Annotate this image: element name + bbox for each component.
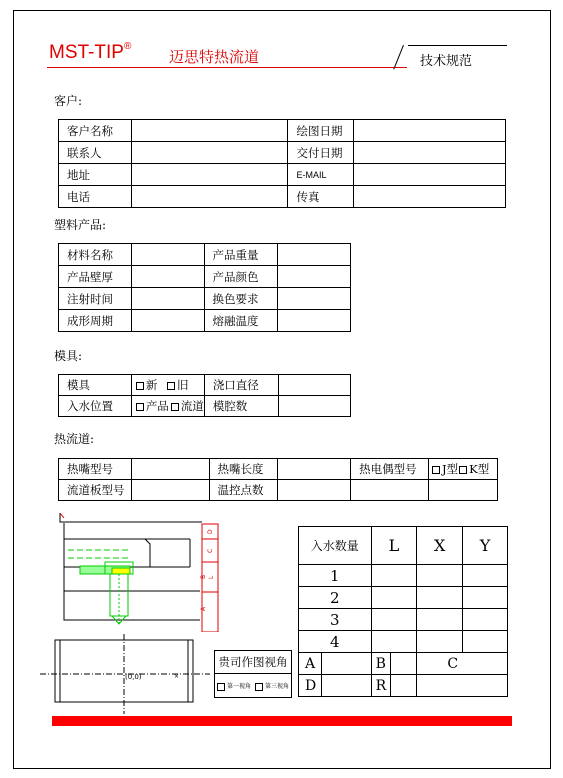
label-gate-location: 入水位置 bbox=[59, 396, 132, 417]
dim-label-d: D bbox=[207, 529, 214, 534]
field-nozzle-model[interactable] bbox=[131, 459, 209, 480]
gate-quantity-table bbox=[298, 526, 508, 697]
gate-row-number: 4 bbox=[299, 631, 372, 653]
origin-label: (0,0) bbox=[125, 673, 142, 681]
field-customer-name[interactable] bbox=[131, 120, 288, 142]
table-row bbox=[59, 480, 498, 501]
section-mold-title: 模具: bbox=[54, 349, 83, 363]
gate-row-number: 1 bbox=[299, 565, 372, 587]
thermocouple-options bbox=[429, 459, 498, 480]
label-contact: 联系人 bbox=[59, 142, 132, 164]
checkbox-old[interactable] bbox=[167, 382, 175, 390]
section-hotrunner-title: 热流道: bbox=[54, 432, 95, 446]
field-gate2-l[interactable] bbox=[371, 587, 417, 609]
field-cycle-time[interactable] bbox=[131, 310, 204, 332]
third-angle-label: 第三视角 bbox=[264, 683, 289, 691]
field-gate3-x[interactable] bbox=[417, 609, 463, 631]
field-product-color[interactable] bbox=[278, 266, 351, 288]
plastic-table bbox=[58, 243, 351, 332]
view-angle-options bbox=[215, 674, 291, 698]
section-customer-title: 客户: bbox=[54, 94, 83, 108]
checkbox-new[interactable] bbox=[136, 382, 144, 390]
field-empty-2[interactable] bbox=[429, 480, 498, 501]
field-temp-control-points[interactable] bbox=[278, 480, 351, 501]
view-angle-box bbox=[214, 650, 292, 698]
label-phone: 电话 bbox=[59, 186, 132, 208]
field-product-weight[interactable] bbox=[278, 244, 351, 266]
field-phone[interactable] bbox=[131, 186, 288, 208]
mold-table bbox=[58, 374, 351, 417]
label-cavity-count: 模腔数 bbox=[204, 396, 278, 417]
nozzle-outline bbox=[68, 550, 133, 624]
header-y: Y bbox=[463, 527, 508, 565]
brand-name-cn: 迈思特热流道 bbox=[169, 48, 260, 66]
dim-label-c: C bbox=[207, 548, 214, 553]
position-d-cell: D bbox=[299, 675, 372, 697]
table-row bbox=[299, 653, 508, 675]
table-row bbox=[299, 631, 508, 653]
option-product-label: 产品 bbox=[145, 399, 169, 413]
checkbox-first-angle[interactable] bbox=[217, 683, 225, 691]
label-customer-name: 客户名称 bbox=[59, 120, 132, 142]
checkbox-runner[interactable] bbox=[171, 403, 179, 411]
field-gate3-l[interactable] bbox=[371, 609, 417, 631]
label-color-change: 换色要求 bbox=[204, 288, 278, 310]
position-c-cell: C bbox=[417, 653, 508, 675]
label-material: 材料名称 bbox=[59, 244, 132, 266]
field-wall-thickness[interactable] bbox=[131, 266, 204, 288]
position-b-cell: B bbox=[371, 653, 417, 675]
field-cavity-count[interactable] bbox=[278, 396, 350, 417]
position-r-cell: R bbox=[371, 675, 417, 697]
option-new-label: 新 bbox=[145, 378, 158, 392]
field-fax[interactable] bbox=[354, 186, 506, 208]
field-address[interactable] bbox=[131, 164, 288, 186]
header-gate-count: 入水数量 bbox=[299, 527, 372, 565]
field-gate3-y[interactable] bbox=[463, 609, 508, 631]
label-address: 地址 bbox=[59, 164, 132, 186]
table-row bbox=[59, 396, 351, 417]
header-l: L bbox=[371, 527, 417, 565]
option-old-label: 旧 bbox=[176, 378, 189, 392]
doc-type-title: 技术规范 bbox=[420, 54, 473, 69]
header-red-rule bbox=[47, 67, 407, 68]
label-email: E-MAIL bbox=[288, 164, 354, 186]
table-header-row bbox=[299, 527, 508, 565]
table-row bbox=[59, 186, 506, 208]
field-gate1-x[interactable] bbox=[417, 565, 463, 587]
label-injection-time: 注射时间 bbox=[59, 288, 132, 310]
field-gate-diameter[interactable] bbox=[278, 375, 350, 396]
field-melt-temperature[interactable] bbox=[278, 310, 351, 332]
option-j-label: J型 bbox=[442, 462, 459, 476]
field-delivery-date[interactable] bbox=[354, 142, 506, 164]
table-row bbox=[59, 310, 351, 332]
plan-view-drawing bbox=[40, 634, 210, 714]
table-row bbox=[59, 142, 506, 164]
label-cycle-time: 成形周期 bbox=[59, 310, 132, 332]
section-plastic-title: 塑料产品: bbox=[54, 218, 107, 232]
table-row bbox=[299, 565, 508, 587]
field-gate4-l[interactable] bbox=[371, 631, 417, 653]
table-row bbox=[299, 587, 508, 609]
field-injection-time[interactable] bbox=[131, 288, 204, 310]
label-wall-thickness: 产品壁厚 bbox=[59, 266, 132, 288]
checkbox-j-type[interactable] bbox=[432, 466, 440, 474]
mold-condition-options bbox=[131, 375, 204, 396]
option-runner-label: 流道 bbox=[180, 399, 204, 413]
field-empty-1[interactable] bbox=[351, 480, 429, 501]
checkbox-third-angle[interactable] bbox=[255, 683, 263, 691]
checkbox-product[interactable] bbox=[136, 403, 144, 411]
table-row bbox=[59, 266, 351, 288]
field-drawing-date[interactable] bbox=[354, 120, 506, 142]
table-row bbox=[59, 459, 498, 480]
label-melt-temperature: 熔融温度 bbox=[204, 310, 278, 332]
header-x: X bbox=[417, 527, 463, 565]
label-manifold-model: 流道板型号 bbox=[59, 480, 132, 501]
field-manifold-model[interactable] bbox=[131, 480, 209, 501]
position-empty-cell[interactable] bbox=[417, 675, 508, 697]
table-row bbox=[59, 375, 351, 396]
label-delivery-date: 交付日期 bbox=[288, 142, 354, 164]
label-gate-diameter: 浇口直径 bbox=[204, 375, 278, 396]
view-angle-title: 贵司作图视角 bbox=[215, 651, 291, 674]
label-product-weight: 产品重量 bbox=[204, 244, 278, 266]
table-row bbox=[59, 244, 351, 266]
hotrunner-section-drawing bbox=[50, 510, 222, 632]
label-fax: 传真 bbox=[288, 186, 354, 208]
hotrunner-table bbox=[58, 458, 498, 501]
table-row bbox=[299, 675, 508, 697]
label-nozzle-length: 热嘴长度 bbox=[209, 459, 278, 480]
field-nozzle-length[interactable] bbox=[278, 459, 351, 480]
label-product-color: 产品颜色 bbox=[204, 266, 278, 288]
field-gate1-l[interactable] bbox=[371, 565, 417, 587]
field-gate2-y[interactable] bbox=[463, 587, 508, 609]
field-email[interactable] bbox=[354, 164, 506, 186]
label-mold: 模具 bbox=[59, 375, 132, 396]
option-k-label: K型 bbox=[469, 462, 490, 476]
gate-location-options bbox=[131, 396, 204, 417]
brand-logo: MST-TIP® bbox=[49, 40, 132, 63]
table-row bbox=[59, 120, 506, 142]
field-gate4-x[interactable] bbox=[417, 631, 463, 653]
table-row bbox=[59, 164, 506, 186]
field-gate2-x[interactable] bbox=[417, 587, 463, 609]
field-material[interactable] bbox=[131, 244, 204, 266]
table-row bbox=[299, 609, 508, 631]
x-axis-mark: × bbox=[174, 673, 180, 680]
dim-label-a: A bbox=[200, 606, 207, 611]
position-a-cell: A bbox=[299, 653, 372, 675]
label-thermocouple-model: 热电偶型号 bbox=[351, 459, 429, 480]
header-black-rule bbox=[408, 45, 507, 46]
field-gate1-y[interactable] bbox=[463, 565, 508, 587]
customer-table bbox=[58, 119, 506, 208]
table-row bbox=[59, 288, 351, 310]
dim-label-b: B bbox=[200, 574, 207, 579]
dim-label-l: L bbox=[208, 575, 215, 579]
footer-red-bar bbox=[52, 716, 512, 726]
field-gate4-y[interactable] bbox=[463, 631, 508, 653]
gate-row-number: 2 bbox=[299, 587, 372, 609]
label-temp-control-points: 温控点数 bbox=[209, 480, 278, 501]
label-drawing-date: 绘图日期 bbox=[288, 120, 354, 142]
first-angle-label: 第一视角 bbox=[226, 683, 251, 691]
field-color-change[interactable] bbox=[278, 288, 351, 310]
label-nozzle-model: 热嘴型号 bbox=[59, 459, 132, 480]
gate-row-number: 3 bbox=[299, 609, 372, 631]
field-contact[interactable] bbox=[131, 142, 288, 164]
checkbox-k-type[interactable] bbox=[459, 466, 467, 474]
